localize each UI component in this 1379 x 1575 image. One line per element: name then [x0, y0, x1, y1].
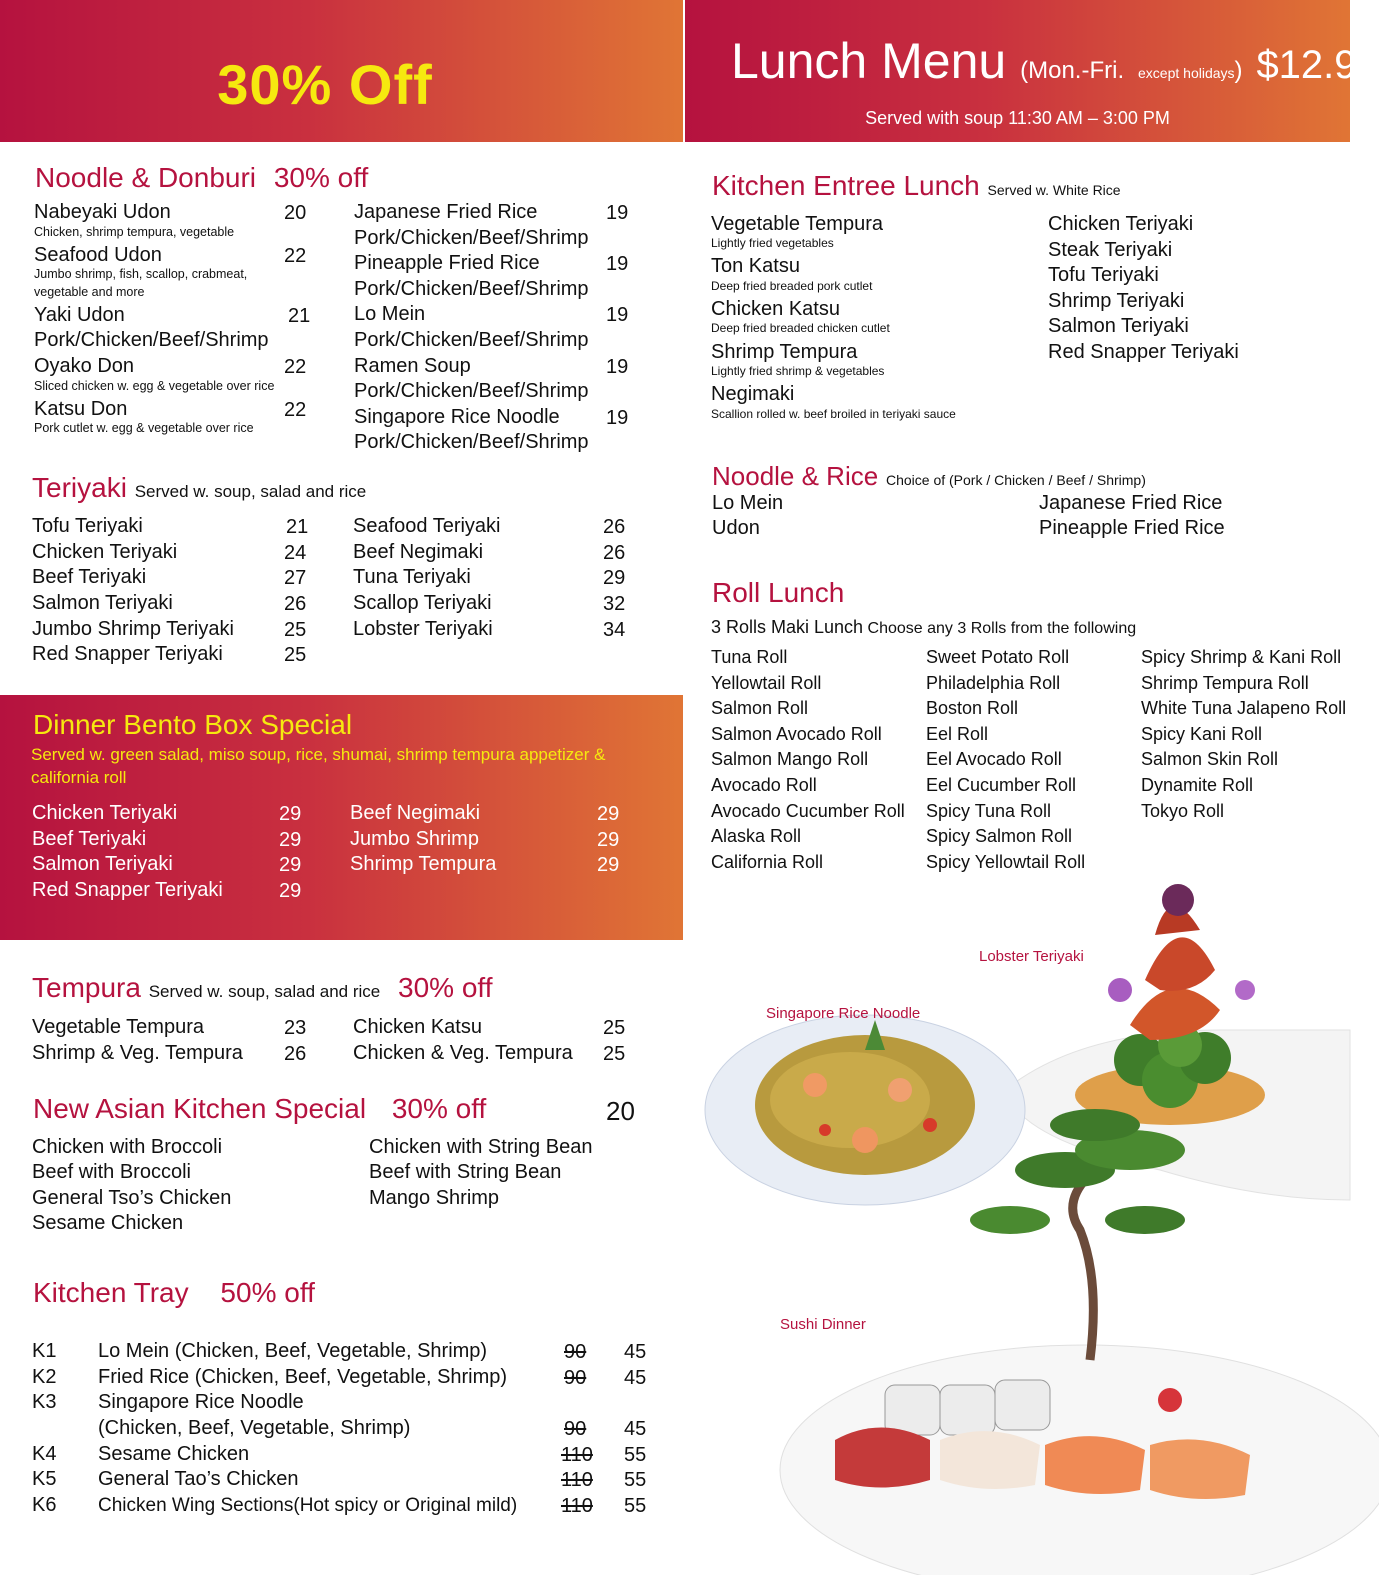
menu-item-name: Jumbo Shrimp [350, 828, 479, 850]
roll-lunch-subtitle: 3 Rolls Maki Lunch Choose any 3 Rolls from the following [711, 617, 1137, 637]
menu-item-desc: Scallion rolled w. beef broiled in teriyaki sauce [711, 407, 956, 421]
menu-item-name: Chicken & Veg. Tempura [353, 1042, 573, 1064]
section-title-kitchen-entree: Kitchen Entree Lunch Served w. White Rice [712, 170, 1121, 201]
menu-item-name: Pineapple Fried Rice [1039, 517, 1225, 539]
menu-item-name: Shrimp & Veg. Tempura [32, 1042, 243, 1064]
menu-item-desc: Pork cutlet w. egg & vegetable over rice [34, 421, 254, 435]
menu-item-name: Salmon Teriyaki [32, 592, 173, 614]
menu-item-price: 19 [606, 407, 629, 429]
roll-item: Alaska Roll [711, 826, 802, 847]
promo-text: 30% Off [217, 53, 433, 116]
roll-item: Yellowtail Roll [711, 672, 822, 693]
menu-item-name: Chicken Teriyaki [32, 802, 178, 824]
old-price: 90 [564, 1418, 587, 1440]
section-title-tempura: Tempura Served w. soup, salad and rice 30% off [32, 972, 493, 1003]
menu-item-name: Jumbo Shrimp Teriyaki [32, 618, 234, 640]
menu-item-price: 45 [624, 1418, 647, 1440]
menu-item-price: 29 [597, 854, 620, 876]
menu-item-price: 29 [279, 829, 302, 851]
roll-item: Tokyo Roll [1141, 800, 1225, 821]
lunch-served-note: Served with soup 11:30 AM – 3:00 PM [865, 108, 1170, 128]
menu-item-name: Vegetable Tempura [32, 1016, 204, 1038]
menu-item-name: Ton Katsu [711, 255, 800, 277]
menu-item-price: 45 [624, 1341, 647, 1363]
menu-item-desc: Pork/Chicken/Beef/Shrimp [354, 278, 589, 300]
menu-item-price: 55 [624, 1469, 647, 1491]
menu-item-price: 25 [603, 1043, 626, 1065]
menu-item-desc: Pork/Chicken/Beef/Shrimp [354, 329, 589, 351]
menu-item-name: Beef Negimaki [350, 802, 481, 824]
menu-item-name: Nabeyaki Udon [34, 201, 171, 223]
menu-item-name: Lo Mein [712, 492, 784, 514]
roll-item: Shrimp Tempura Roll [1141, 672, 1309, 693]
menu-item-price: 21 [286, 516, 309, 538]
roll-item: Eel Cucumber Roll [926, 774, 1077, 795]
menu-item-name: Singapore Rice Noodle [354, 406, 560, 428]
menu-item-name: Tofu Teriyaki [32, 515, 143, 537]
menu-item-desc: vegetable and more [34, 285, 145, 299]
lunch-menu-title: Lunch Menu (Mon.-Fri. except holidays) $12.99 [731, 33, 1379, 89]
menu-item-name: Lo Mein (Chicken, Beef, Vegetable, Shrimp) [98, 1340, 488, 1362]
tray-code: K5 [32, 1468, 57, 1490]
menu-item-price: 29 [279, 854, 302, 876]
section-title-noodle-rice: Noodle & Rice Choice of (Pork / Chicken / Beef / Shrimp) [712, 461, 1146, 491]
menu-item-name: Tofu Teriyaki [1048, 264, 1159, 286]
roll-item: Boston Roll [926, 698, 1019, 719]
menu-item-desc: Sliced chicken w. egg & vegetable over rice [34, 379, 275, 393]
menu-item-price: 26 [284, 1043, 307, 1065]
bento-subtitle: Served w. green salad, miso soup, rice, shumai, shrimp tempura appetizer & california roll [31, 745, 606, 787]
menu-item-price: 20 [284, 202, 307, 224]
menu-item-name: Beef Negimaki [353, 541, 484, 563]
menu-item-price: 22 [284, 399, 307, 421]
menu-item-name: Ramen Soup [354, 355, 471, 377]
menu-item-desc: Pork/Chicken/Beef/Shrimp [354, 431, 589, 453]
section-title-asian-special: New Asian Kitchen Special 30% off [33, 1093, 487, 1124]
roll-item: Eel Roll [926, 723, 989, 744]
menu-item-name: Japanese Fried Rice [1039, 492, 1223, 514]
lunch-price: $12.99 [1256, 43, 1379, 87]
menu-item-price: 19 [606, 202, 629, 224]
menu-item-price: 25 [284, 619, 307, 641]
roll-item: Salmon Mango Roll [711, 749, 869, 770]
menu-item-name: Udon [712, 517, 760, 539]
menu-item-price: 34 [603, 619, 626, 641]
menu-item-price: 22 [284, 356, 307, 378]
menu-item-name: General Tao’s Chicken [98, 1468, 299, 1490]
asian-special-price: 20 [606, 1096, 635, 1126]
menu-item-name: Salmon Teriyaki [1048, 315, 1189, 337]
tray-code: K6 [32, 1494, 57, 1516]
section-title-noodle-donburi: Noodle & Donburi 30% off [35, 162, 369, 193]
photo-caption-lobster: Lobster Teriyaki [979, 948, 1084, 965]
menu-item-name: Steak Teriyaki [1048, 239, 1173, 261]
menu-item-name: Chicken with String Bean [369, 1136, 593, 1158]
roll-item: White Tuna Jalapeno Roll [1141, 698, 1347, 719]
menu-item-desc: Lightly fried shrimp & vegetables [711, 364, 885, 378]
menu-item-desc: Deep fried breaded chicken cutlet [711, 321, 890, 335]
roll-item: Avocado Cucumber Roll [711, 800, 905, 821]
menu-item-price: 29 [597, 803, 620, 825]
menu-item-name: Chicken Teriyaki [32, 541, 178, 563]
roll-item: Philadelphia Roll [926, 672, 1061, 693]
menu-item-name: Salmon Teriyaki [32, 853, 173, 875]
roll-column-3 [1141, 645, 1346, 824]
menu-item-name: Sesame Chicken [32, 1212, 184, 1234]
menu-item-name: Katsu Don [34, 398, 128, 420]
menu-item-price: 29 [279, 803, 302, 825]
roll-item: Tuna Roll [711, 647, 788, 667]
menu-item-name: General Tso’s Chicken [32, 1187, 232, 1209]
menu-item-name: Vegetable Tempura [711, 213, 883, 235]
menu-item-name: Chicken Katsu [353, 1016, 482, 1038]
menu-item-name: Lobster Teriyaki [353, 618, 493, 640]
menu-item-price: 29 [597, 829, 620, 851]
menu-item-desc: Pork/Chicken/Beef/Shrimp [354, 227, 589, 249]
menu-item-price: 22 [284, 245, 307, 267]
menu-item-name: Beef Teriyaki [32, 828, 147, 850]
menu-item-name: Scallop Teriyaki [353, 592, 492, 614]
menu-item-name: Beef with Broccoli [32, 1161, 191, 1183]
tray-code: K2 [32, 1366, 57, 1388]
menu-item-name: Chicken Wing Sections(Hot spicy or Original mild) [98, 1495, 518, 1516]
menu-item-name: Red Snapper Teriyaki [1048, 341, 1239, 363]
menu-item-name: Beef with String Bean [369, 1161, 562, 1183]
roll-item: Spicy Shrimp & Kani Roll [1141, 647, 1342, 667]
roll-item: Dynamite Roll [1141, 774, 1254, 795]
menu-item-name: Seafood Teriyaki [353, 515, 501, 537]
photo-caption-singapore: Singapore Rice Noodle [766, 1005, 921, 1022]
menu-item-name: Red Snapper Teriyaki [32, 879, 223, 901]
menu-item-price: 25 [603, 1017, 626, 1039]
menu-item-price: 55 [624, 1495, 647, 1517]
roll-item: Avocado Roll [711, 774, 817, 795]
tray-code: K1 [32, 1340, 57, 1362]
menu-item-price: 32 [603, 593, 626, 615]
menu-item-name: Oyako Don [34, 355, 135, 377]
menu-item-name: Tuna Teriyaki [353, 566, 471, 588]
section-title-teriyaki: Teriyaki Served w. soup, salad and rice [32, 472, 367, 503]
menu-item-name: Chicken Katsu [711, 298, 840, 320]
photo-caption-sushi: Sushi Dinner [780, 1316, 866, 1333]
roll-item: Salmon Roll [711, 698, 809, 719]
roll-item: Spicy Yellowtail Roll [926, 851, 1086, 872]
menu-item-price: 29 [603, 567, 626, 589]
menu-item-desc: Lightly fried vegetables [711, 236, 834, 250]
menu-item-price: 25 [284, 644, 307, 666]
roll-item: Eel Avocado Roll [926, 749, 1062, 770]
promo-banner [0, 0, 683, 142]
menu-item-desc: Deep fried breaded pork cutlet [711, 279, 873, 293]
menu-item-name: Yaki Udon [34, 304, 125, 326]
old-price: 110 [561, 1495, 593, 1517]
menu-item-price: 19 [606, 356, 629, 378]
menu-item-price: 29 [279, 880, 302, 902]
bento-box-panel [0, 695, 683, 940]
lunch-menu-banner [685, 0, 1379, 142]
roll-item: California Roll [711, 851, 824, 872]
menu-item-name: Beef Teriyaki [32, 566, 147, 588]
old-price: 90 [564, 1341, 587, 1363]
tray-code: K3 [32, 1391, 57, 1413]
old-price: 110 [561, 1444, 593, 1466]
menu-item-name: Sesame Chicken [98, 1443, 250, 1465]
menu-item-price: 19 [606, 304, 629, 326]
roll-item: Salmon Avocado Roll [711, 723, 882, 744]
menu-item-desc: Jumbo shrimp, fish, scallop, crabmeat, [34, 267, 248, 281]
menu-item-price: 19 [606, 253, 629, 275]
menu-item-name: Pineapple Fried Rice [354, 252, 540, 274]
menu-item-name: Chicken Teriyaki [1048, 213, 1194, 235]
menu-item-desc: Pork/Chicken/Beef/Shrimp [354, 380, 589, 402]
menu-item-name: Shrimp Teriyaki [1048, 290, 1185, 312]
old-price: 110 [561, 1469, 593, 1491]
menu-item-name: Mango Shrimp [369, 1187, 500, 1209]
menu-item-name: Seafood Udon [34, 244, 162, 266]
menu-item-price: 55 [624, 1444, 647, 1466]
roll-item: Salmon Skin Roll [1141, 749, 1279, 770]
menu-item-price: 26 [603, 516, 626, 538]
menu-item-price: 23 [284, 1017, 307, 1039]
menu-item-name: Shrimp Tempura [711, 341, 858, 363]
menu-item-price: 26 [603, 542, 626, 564]
menu-item-name: Negimaki [711, 383, 795, 405]
menu-item-price: 27 [284, 567, 307, 589]
menu-item-name: Shrimp Tempura [350, 853, 497, 875]
menu-item-price: 26 [284, 593, 307, 615]
menu-item-name: Chicken with Broccoli [32, 1136, 223, 1158]
tray-code: K4 [32, 1443, 57, 1465]
section-title-bento: Dinner Bento Box Special [33, 709, 353, 740]
menu-item-name: Fried Rice (Chicken, Beef, Vegetable, Shrimp) [98, 1366, 508, 1388]
menu-item-price: 24 [284, 542, 307, 564]
menu-item-desc: Pork/Chicken/Beef/Shrimp [34, 329, 269, 351]
menu-item-price: 21 [288, 305, 311, 327]
roll-item: Spicy Tuna Roll [926, 800, 1052, 821]
menu-item-name: Lo Mein [354, 303, 426, 325]
menu-item-name: Japanese Fried Rice [354, 201, 538, 223]
menu-item-name: (Chicken, Beef, Vegetable, Shrimp) [98, 1417, 411, 1439]
section-title-kitchen-tray: Kitchen Tray 50% off [33, 1277, 315, 1308]
roll-item: Spicy Kani Roll [1141, 723, 1263, 744]
menu-item-name: Singapore Rice Noodle [98, 1391, 304, 1413]
roll-item: Sweet Potato Roll [926, 647, 1070, 667]
menu-item-desc: Chicken, shrimp tempura, vegetable [34, 225, 235, 239]
menu-item-price: 45 [624, 1367, 647, 1389]
roll-item: Spicy Salmon Roll [926, 826, 1073, 847]
singapore-noodle-photo [705, 1015, 1025, 1205]
old-price: 90 [564, 1367, 587, 1389]
section-title-roll-lunch: Roll Lunch [712, 577, 845, 608]
menu-item-name: Red Snapper Teriyaki [32, 643, 223, 665]
